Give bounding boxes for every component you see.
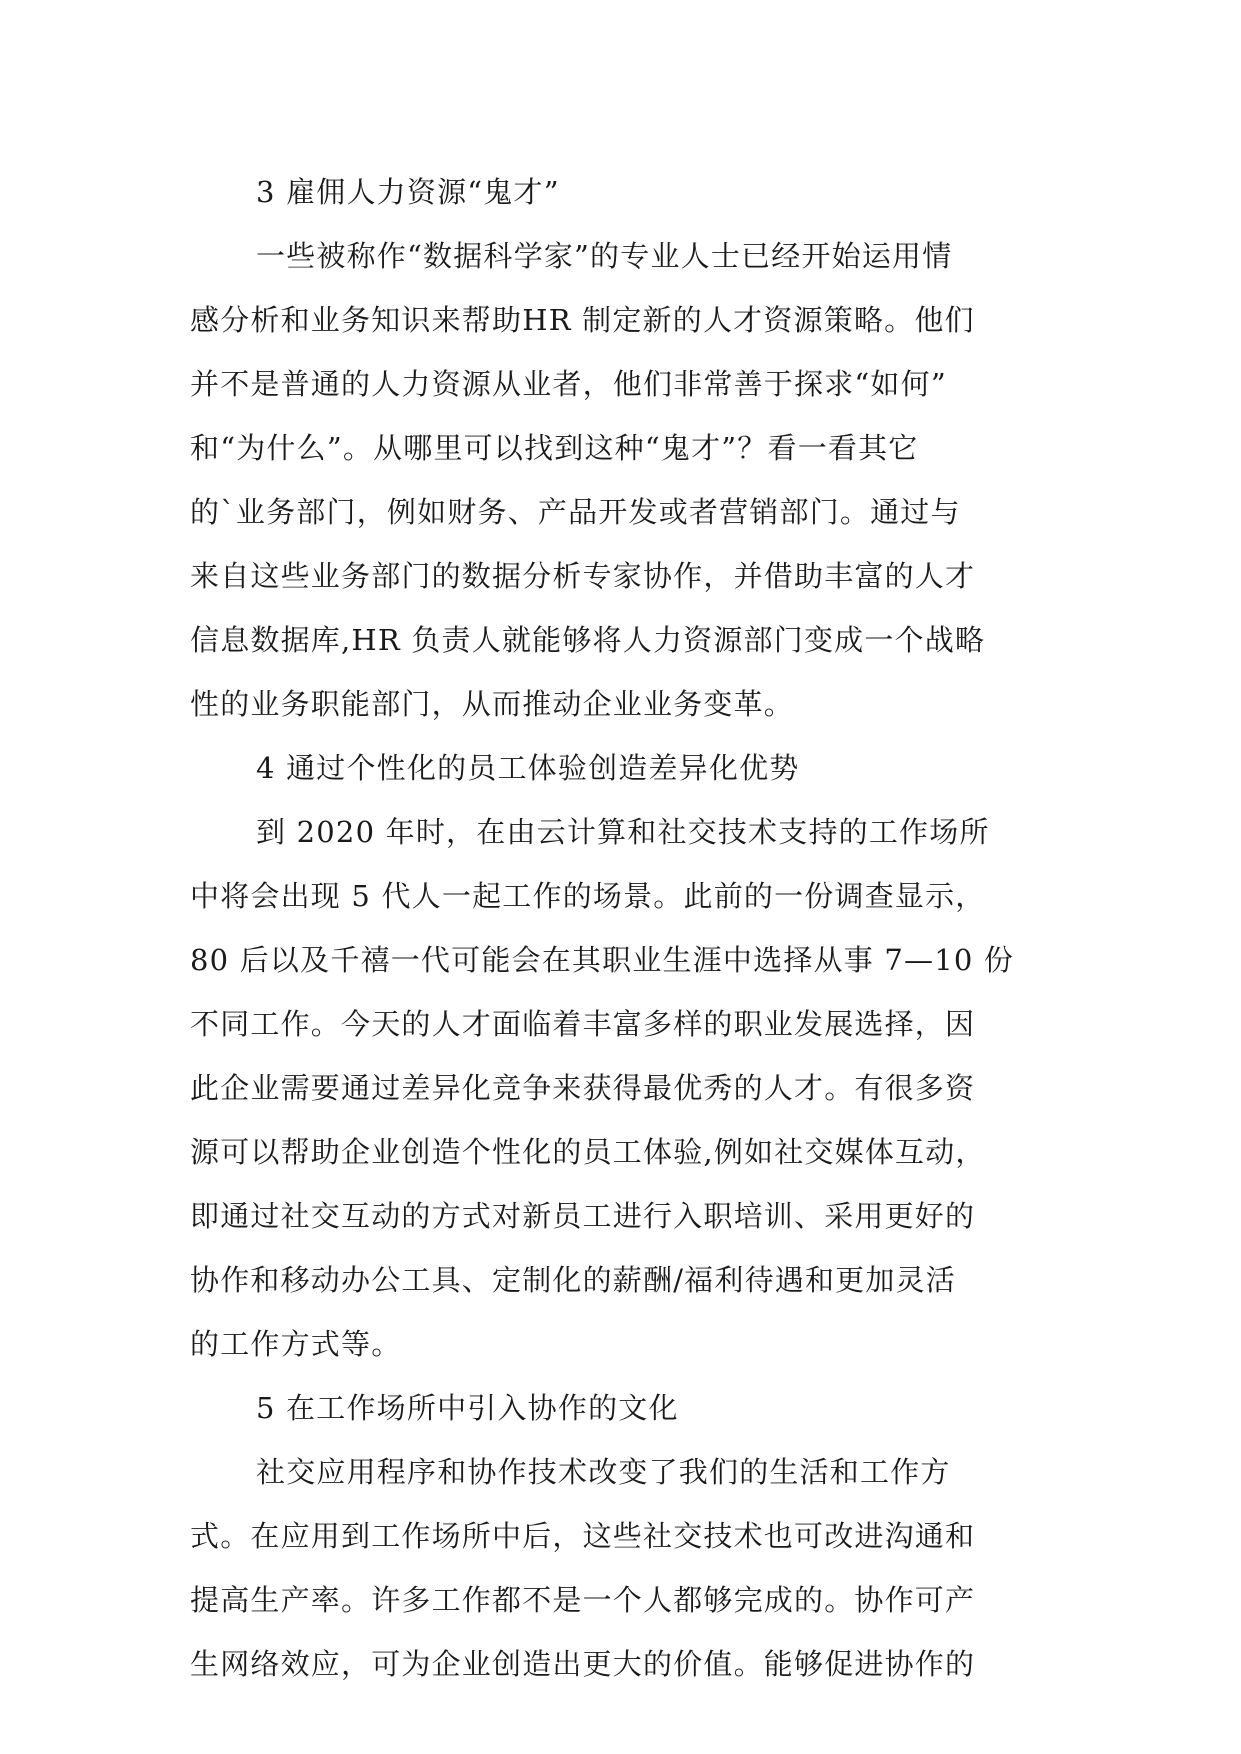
- paragraph-line: 的工作方式等。: [190, 1327, 402, 1361]
- paragraph-line: 式。在应用到工作场所中后，这些社交技术也可改进沟通和: [190, 1519, 976, 1553]
- paragraph-line: 生网络效应，可为企业创造出更大的价值。能够促进协作的: [190, 1647, 976, 1681]
- paragraph-line: 到 2020 年时，在由云计算和社交技术支持的工作场所: [256, 815, 990, 849]
- paragraph-line: 80 后以及千禧一代可能会在其职业生涯中选择从事 7—10 份: [190, 943, 1015, 977]
- paragraph-line: 感分析和业务知识来帮助HR 制定新的人才资源策略。他们: [190, 303, 975, 337]
- document-body: [190, 160, 1050, 1696]
- paragraph-line: 社交应用程序和协作技术改变了我们的生活和工作方: [256, 1455, 951, 1489]
- heading-section-3: 3 雇佣人力资源“鬼才”: [256, 175, 560, 209]
- paragraph-line: 提高生产率。许多工作都不是一个人都够完成的。协作可产: [190, 1583, 976, 1617]
- paragraph-line: 和“为什么”。从哪里可以找到这种“鬼才”？看一看其它: [190, 431, 919, 465]
- paragraph-line: 此企业需要通过差异化竞争来获得最优秀的人才。有很多资: [190, 1071, 976, 1105]
- paragraph-line: 信息数据库,HR 负责人就能够将人力资源部门变成一个战略: [190, 623, 986, 657]
- heading-section-5: 5 在工作场所中引入协作的文化: [256, 1391, 679, 1425]
- paragraph-line: 协作和移动办公工具、定制化的薪酬/福利待遇和更加灵活: [190, 1263, 956, 1297]
- paragraph-line: 中将会出现 5 代人一起工作的场景。此前的一份调查显示，: [190, 879, 986, 913]
- paragraph-line: 并不是普通的人力资源从业者，他们非常善于探求“如何”: [190, 367, 947, 401]
- paragraph-line: 源可以帮助企业创造个性化的员工体验,例如社交媒体互动，: [190, 1135, 986, 1169]
- paragraph-line: 来自这些业务部门的数据分析专家协作，并借助丰富的人才: [190, 559, 976, 593]
- heading-section-4: 4 通过个性化的员工体验创造差异化优势: [256, 751, 800, 785]
- paragraph-line: 性的业务职能部门，从而推动企业业务变革。: [190, 687, 795, 721]
- paragraph-line: 一些被称作“数据科学家”的专业人士已经开始运用情: [256, 239, 953, 273]
- paragraph-line: 不同工作。今天的人才面临着丰富多样的职业发展选择，因: [190, 1007, 976, 1041]
- paragraph-line: 的`业务部门，例如财务、产品开发或者营销部门。通过与: [190, 495, 961, 529]
- paragraph-line: 即通过社交互动的方式对新员工进行入职培训、采用更好的: [190, 1199, 976, 1233]
